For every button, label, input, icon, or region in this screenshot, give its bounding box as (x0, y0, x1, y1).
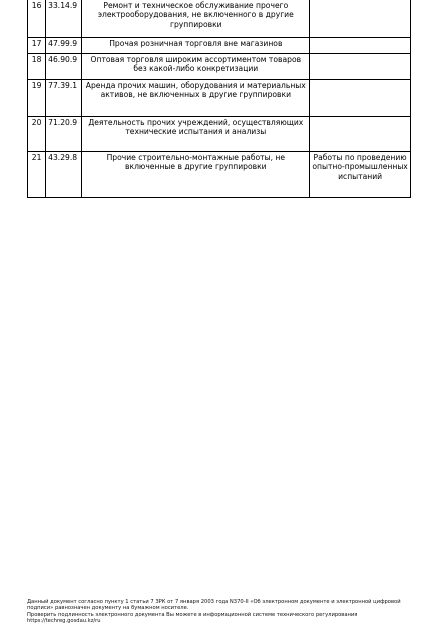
row-number: 16 (28, 0, 46, 38)
row-number: 21 (28, 152, 46, 198)
footer-verification-notice: Проверить подлинность электронного документа Вы можете в информационной системе технического регулирования https://techreg.gosdau.kz/ru (27, 611, 358, 625)
okved-code: 47.99.9 (46, 38, 82, 54)
table-row (28, 38, 411, 54)
legal-footer (27, 599, 417, 625)
okved-code: 71.20.9 (46, 117, 82, 152)
activity-name: Ремонт и техническое обслуживание прочего электрооборудования, не включенного в другие группировки (82, 0, 310, 38)
table-row (28, 0, 411, 38)
activity-name: Прочая розничная торговля вне магазинов (82, 38, 310, 54)
okved-table (27, 0, 411, 198)
okved-code: 46.90.9 (46, 54, 82, 80)
activity-note (310, 0, 411, 38)
okved-code: 43.29.8 (46, 152, 82, 198)
okved-table-body (28, 0, 411, 198)
okved-code: 77.39.1 (46, 80, 82, 117)
activity-note (310, 117, 411, 152)
row-number: 17 (28, 38, 46, 54)
activity-note: Работы по проведению опытно-промышленных испытаний (310, 152, 411, 198)
activity-note (310, 54, 411, 80)
table-row (28, 152, 411, 198)
activity-note (310, 38, 411, 54)
activity-name: Аренда прочих машин, оборудования и материальных активов, не включенных в другие группировки (82, 80, 310, 117)
activity-note (310, 80, 411, 117)
row-number: 19 (28, 80, 46, 117)
activity-name: Прочие строительно-монтажные работы, не включенные в другие группировки (82, 152, 310, 198)
activity-name: Оптовая торговля широким ассортиментом товаров без какой-либо конкретизации (82, 54, 310, 80)
okved-code: 33.14.9 (46, 0, 82, 38)
table-row (28, 80, 411, 117)
footer-legal-notice: Данный документ согласно пункту 1 статьи 7 ЗРК от 7 января 2003 года N370-II «Об электронном документе и электронной цифровой подписи» равнозначен документу на бумажном носителе. (27, 599, 401, 612)
table-row (28, 54, 411, 80)
row-number: 20 (28, 117, 46, 152)
activity-name: Деятельность прочих учреждений, осуществляющих технические испытания и анализы (82, 117, 310, 152)
row-number: 18 (28, 54, 46, 80)
table-row (28, 117, 411, 152)
